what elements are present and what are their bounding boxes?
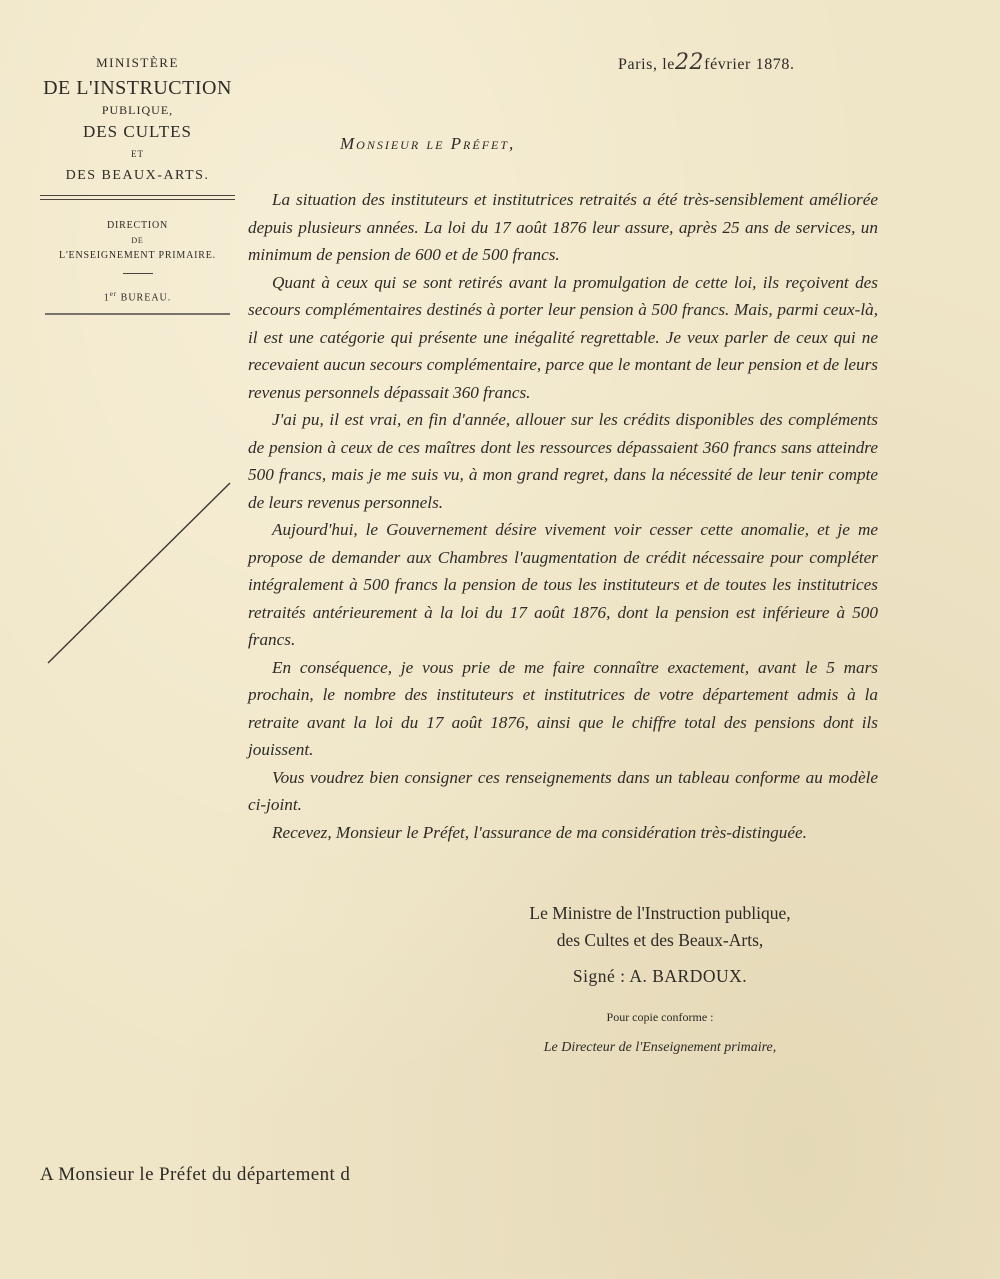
direction-line1: DIRECTION [106, 220, 169, 231]
copy-note: Pour copie conforme : [606, 1010, 714, 1024]
ministry-line1: MINISTÈRE [96, 55, 179, 70]
ministry-line3: PUBLIQUE, [101, 103, 174, 117]
date-prefix: Paris, le [618, 56, 675, 73]
date-suffix: février 1878. [704, 56, 795, 73]
director-line: Le Directeur de l'Enseignement primaire, [543, 1040, 777, 1055]
date-day-handwritten: 22 [674, 50, 705, 75]
ministry-line4: DES CULTES [82, 122, 193, 141]
paragraph-6: Vous voudrez bien consigner ces renseignements dans un tableau conforme au modèle ci-joint. [248, 767, 878, 814]
direction-line2: DE [131, 236, 144, 245]
margin-diagonal-stroke [45, 478, 235, 668]
paragraph-4: Aujourd'hui, le Gouvernement désire vivement voir cesser cette anomalie, et je me propose de demander aux Chambres l'augmentation de crédit nécessaire pour compléter intégralement à 500 francs la pension de tous les instituteurs et de toutes les institutrices retraités antérieurement à la loi du 17 août 1876, dont la pension est inférieure à 500 francs. [248, 520, 878, 649]
minister-title [420, 900, 900, 954]
bureau-number: 1 [103, 292, 110, 304]
date-line [618, 50, 795, 75]
ministry-line5: ET [131, 149, 144, 159]
bureau-superscript: er [109, 290, 118, 298]
signed-line: Signé : A. BARDOUX. [572, 966, 748, 986]
paragraph-7: Recevez, Monsieur le Préfet, l'assurance de ma considération très-distinguée. [272, 822, 807, 842]
paragraph-1: La situation des instituteurs et institutrices retraités a été très-sensiblement améliorée depuis plusieurs années. La loi du 17 août 1876 leur assure, après 25 ans de services, un minimum de pension de 600 et de 500 francs. [248, 190, 878, 264]
ministry-line2: DE L'INSTRUCTION [43, 77, 232, 99]
salutation: Monsieur le Préfet, [340, 134, 516, 153]
paragraph-5: En conséquence, je vous prie de me faire connaître exactement, avant le 5 mars prochain, le nombre des instituteurs et institutrices de votre département admis à la retraite avant la loi du 17 août 1876, ainsi que le chiffre total des pensions dont ils jouissent. [248, 657, 878, 759]
bureau-label [40, 290, 235, 303]
letter-body [248, 186, 878, 846]
letterhead [40, 55, 235, 315]
minister-line1: Le Ministre de l'Instruction publique, [529, 903, 791, 923]
ministry-line6: DES BEAUX-ARTS. [65, 168, 210, 183]
addressee: A Monsieur le Préfet du département d [40, 1164, 351, 1185]
bureau-text: BUREAU. [117, 292, 172, 304]
paragraph-3: J'ai pu, il est vrai, en fin d'année, allouer sur les crédits disponibles des compléments de pension à ceux de ces maîtres dont les ressources dépassaient 360 francs sans atteindre 500 francs, mais je me suis vu, à mon grand regret, dans la nécessité de leur tenir compte de leurs revenus personnels. [248, 410, 878, 512]
decorative-rule [45, 313, 230, 315]
minister-line2: des Cultes et des Beaux-Arts, [556, 930, 764, 950]
direction-line3: L'ENSEIGNEMENT PRIMAIRE. [59, 250, 216, 261]
double-rule [40, 195, 235, 200]
short-rule [123, 273, 153, 274]
paragraph-2: Quant à ceux qui se sont retirés avant la promulgation de cette loi, ils reçoivent des secours complémentaires destinés à porter leur pension à 500 francs. Mais, parmi ceux-là, il est une catégorie qui présente une inégalité regrettable. Je veux parler de ceux qui ne recevaient aucun secours complémentaire, parce que le montant de leur pension et de leurs revenus personnels dépassait 360 francs. [248, 272, 878, 402]
